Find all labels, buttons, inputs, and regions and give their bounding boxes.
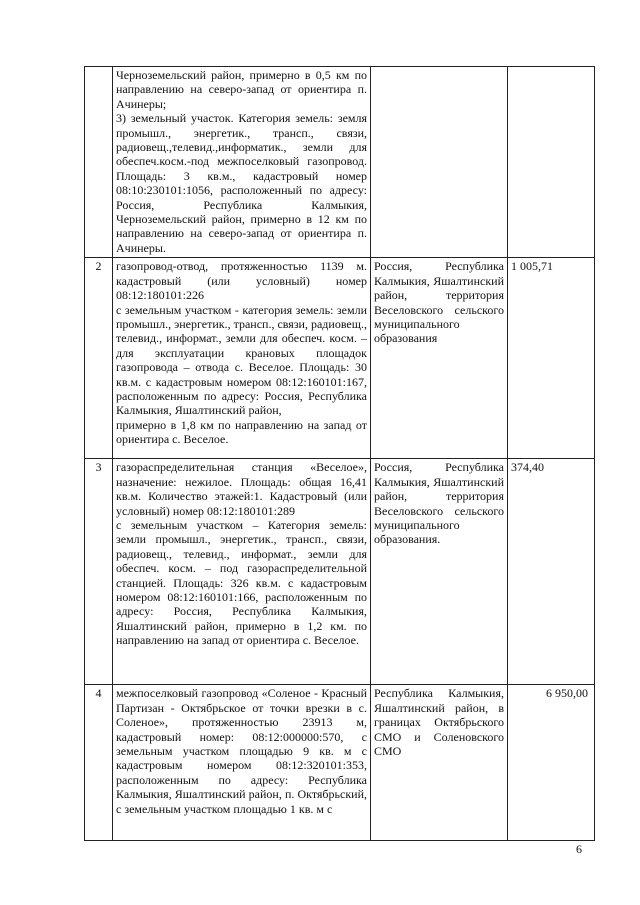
object-value: 6 950,00 <box>508 685 595 841</box>
object-value: 1 005,71 <box>508 258 595 459</box>
object-location: Россия, Республика Калмыкия, Яшалтинский район, территория Веселовского сельского муниципального образования. <box>371 459 508 685</box>
row-number: 3 <box>85 459 113 685</box>
object-description <box>113 67 371 258</box>
page-number: 6 <box>576 842 582 856</box>
object-description <box>113 685 371 841</box>
table-row <box>85 685 595 841</box>
row-number <box>85 67 113 258</box>
description-text: Черноземельский район, примерно в 0,5 км по направлению на северо-запад от ориентира п. Ачинеры; 3) земельный участок. Категория земель: земля промышл., энергетик., трансп., связи, радиовещ.,телевид.,информатик., земли для обеспеч.косм.-под межпоселковый газопровод. Площадь: 3 кв.м., кадастровый номер 08:10:230101:1056, расположенный по адресу: Россия, Республика Калмыкия, Черноземельский район, примерно в 12 км по направлению на северо-запад от ориентира п. Ачинеры. <box>116 68 367 255</box>
property-registry-table <box>84 66 595 841</box>
table-row <box>85 67 595 258</box>
object-description <box>113 258 371 459</box>
object-value <box>508 67 595 258</box>
table-row <box>85 459 595 685</box>
object-location: Республика Калмыкия, Яшалтинский район, в границах Октябрьского СМО и Соленовского СМО <box>371 685 508 841</box>
description-text: межпоселковый газопровод «Соленое - Красный Партизан - Октябрьское от точки врезки в с. Соленое», протяженностью 23913 м, кадастровый номер: 08:12:000000:570, с земельным участком площадью 9 кв. м с кадастровым номером 08:12:320101:353, расположенным по адресу: Республика Калмыкия, Яшалтинский район, п. Октябрьский, с земельным участком площадью 1 кв. м с <box>116 686 367 816</box>
table-row <box>85 258 595 459</box>
object-location <box>371 67 508 258</box>
object-description <box>113 459 371 685</box>
object-value: 374,40 <box>508 459 595 685</box>
object-location: Россия, Республика Калмыкия, Яшалтинский район, территория Веселовского сельского муниципального образования <box>371 258 508 459</box>
description-text: газораспределительная станция «Веселое», назначение: нежилое. Площадь: общая 16,41 кв.м. Количество этажей:1. Кадастровый (или условный) номер 08:12:180101:289 с земельным участком – Категория земель: земли промышл., энергетик., трансп., связи, радиовещ., телевид., информат., земли для обеспеч. косм. – под газораспределительной станцией. Площадь: 326 кв.м. с кадастровым номером 08:12:160101:166, расположенным по адресу: Россия, Республика Калмыкия, Яшалтинский район, примерно в 1,2 км. по направлению на запад от ориентира с. Веселое. <box>116 460 367 648</box>
row-number: 2 <box>85 258 113 459</box>
row-number: 4 <box>85 685 113 841</box>
description-text: газопровод-отвод, протяженностью 1139 м. кадастровый (или условный) номер 08:12:180101:226 с земельным участком - категория земель: земли промышл., энергетик., трансп., связи, радиовещ., телевид., информат., земли для обеспеч. косм. – для эксплуатации крановых площадок газопровода – отвода с. Веселое. Площадь: 30 кв.м. с кадастровым номером 08:12:160101:167, расположенным по адресу: Россия, Республика Калмыкия, Яшалтинский район, примерно в 1,8 км по направлению на запад от ориентира с. Веселое. <box>116 259 367 447</box>
